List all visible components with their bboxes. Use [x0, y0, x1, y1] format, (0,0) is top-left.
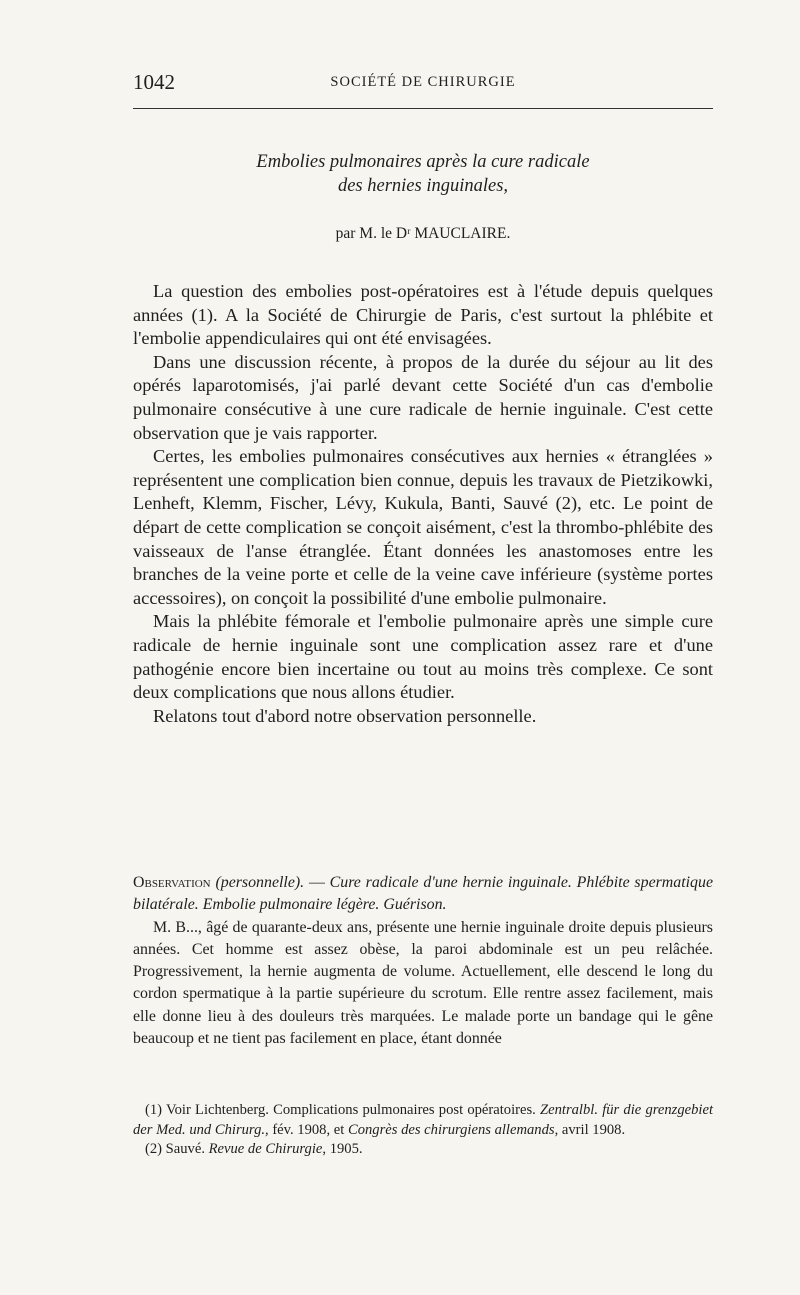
- observation-dash: —: [304, 874, 330, 891]
- observation-heading: [133, 872, 713, 917]
- footnote-2: [133, 1140, 713, 1160]
- paragraph: Dans une discussion récente, à propos de la durée du séjour au lit des opérés laparotomisés, j'ai parlé devant cette Société d'un cas d'embolie pulmonaire consécutive à une cure radicale de hernie inguinale. C'est cette observation que je vais rapporter.: [133, 351, 713, 443]
- footnotes: [133, 1101, 713, 1160]
- footnote-2-end: , 1905.: [322, 1141, 363, 1157]
- running-title: SOCIÉTÉ DE CHIRURGIE: [330, 74, 516, 90]
- article-body: [133, 280, 713, 728]
- article-author: par M. le Dʳ MAUCLAIRE.: [335, 225, 511, 242]
- footnote-2-text: (2) Sauvé.: [145, 1141, 209, 1157]
- footnote-1-middle: , fév. 1908, et: [265, 1121, 348, 1138]
- observation-section: [133, 872, 713, 1050]
- article-title-line-1: Embolies pulmonaires après la cure radicale: [256, 152, 590, 172]
- paragraph: Relatons tout d'abord notre observation personnelle.: [153, 705, 537, 726]
- observation-summary: Cure radicale d'une hernie inguinale. Phlébite spermatique bilatérale. Embolie pulmonaire légère. Guérison.: [133, 874, 713, 914]
- observation-label: Observation: [133, 874, 211, 891]
- page-number: 1042: [133, 70, 175, 94]
- footnote-1-journal: Zentralbl. für die grenzgebiet der Med. und Chirurg.: [133, 1102, 714, 1138]
- footnote-1-congress: Congrès des chirurgiens allemands: [347, 1121, 555, 1138]
- paragraph: Mais la phlébite fémorale et l'embolie pulmonaire après une simple cure radicale de hernie inguinale sont une complication assez rare et d'une pathogénie encore bien incertaine ou tout au moins très complexe. Ce sont deux complications que nous allons étudier.: [133, 611, 713, 703]
- footnote-1-text: (1) Voir Lichtenberg. Complications pulmonaires post opératoires.: [145, 1102, 541, 1118]
- header-rule: [133, 108, 713, 109]
- footnote-2-journal: Revue de Chirurgie: [208, 1141, 323, 1157]
- paragraph: La question des embolies post-opératoires est à l'étude depuis quelques années (1). A la Société de Chirurgie de Paris, c'est surtout la phlébite et l'embolie appendiculaires qui ont été envisagées.: [133, 281, 713, 349]
- footnote-1-end: , avril 1908.: [554, 1121, 626, 1138]
- observation-qualifier: (personnelle).: [215, 874, 305, 891]
- article-title: [133, 150, 713, 198]
- article-title-line-2: des hernies inguinales,: [337, 176, 509, 196]
- page-header: [133, 70, 713, 100]
- observation-text: M. B..., âgé de quarante-deux ans, présente une hernie inguinale droite depuis plusieurs années. Cet homme est assez obèse, la paroi abdominale est un peu relâchée. Progressivement, la hernie augmenta de volume. Actuellement, elle descend le long du cordon spermatique à la partie supérieure du scrotum. Elle rentre assez facilement, mais elle donne lieu à des douleurs très marquées. Le malade porte un bandage qui le gêne beaucoup et ne tient pas facilement en place, étant donnée: [133, 918, 713, 1048]
- paragraph: Certes, les embolies pulmonaires consécutives aux hernies « étranglées » représentent une complication bien connue, depuis les travaux de Pietzikowki, Lenheft, Klemm, Fischer, Lévy, Kukula, Banti, Sauvé (2), etc. Le point de départ de cette complication se conçoit aisément, c'est la thrombo-phlébite des vaisseaux de l'anse étranglée. Étant données les anastomoses entre les branches de la veine porte et celle de la veine cave inférieure (système portes accessoires), on conçoit la possibilité d'une embolie pulmonaire.: [133, 446, 713, 608]
- footnote-1: [133, 1101, 713, 1140]
